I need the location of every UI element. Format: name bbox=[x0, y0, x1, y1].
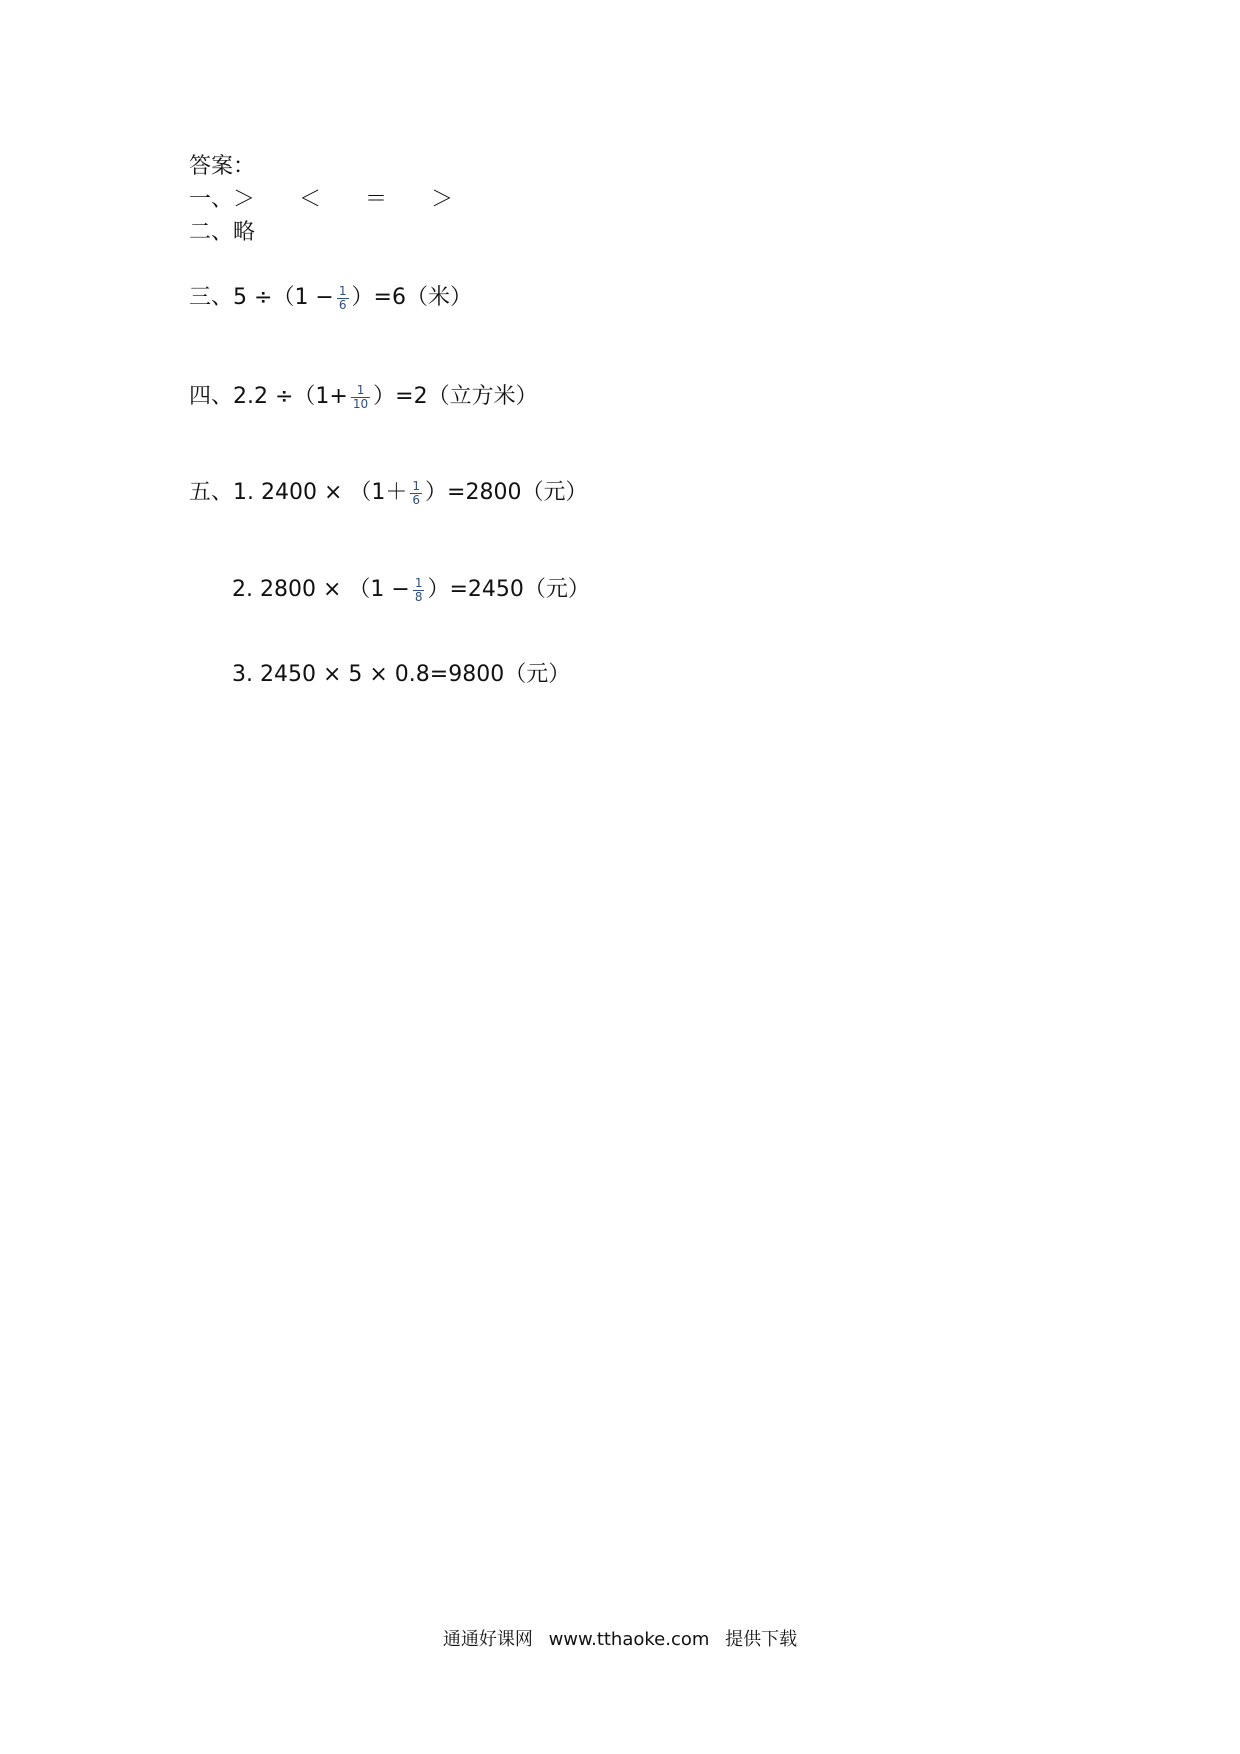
q2-prefix: 二、 bbox=[189, 220, 234, 245]
q1-prefix: 一、 bbox=[189, 187, 234, 212]
q2-text: 略 bbox=[233, 220, 256, 245]
q5-line2-frac-den: 8 bbox=[414, 589, 423, 604]
q5-line1-fraction bbox=[410, 480, 422, 507]
q3-after: ）=6（米） bbox=[351, 285, 472, 310]
q4-before: 2.2 ÷（1+ bbox=[233, 384, 348, 409]
q3-before: 5 ÷（1 − bbox=[233, 285, 334, 310]
answer-q4 bbox=[189, 382, 538, 412]
q5-line3-text: 3. 2450 × 5 × 0.8=9800（元） bbox=[232, 662, 571, 687]
q1-symbol-4: ＞ bbox=[431, 187, 454, 212]
q4-after: ）=2（立方米） bbox=[373, 384, 538, 409]
answer-q5-line3 bbox=[232, 660, 570, 690]
q1-symbol-1: ＞ bbox=[233, 187, 256, 212]
q5-line2-before: 2. 2800 × （1 − bbox=[232, 577, 410, 602]
footer-suffix: 提供下载 bbox=[725, 1629, 798, 1650]
heading-text: 答案： bbox=[189, 154, 256, 179]
footer-url[interactable]: www.tthaoke.com bbox=[548, 1629, 710, 1650]
q5-line1-after: ）=2800（元） bbox=[425, 480, 588, 505]
q1-symbol-3: ＝ bbox=[365, 187, 388, 212]
q4-prefix: 四、 bbox=[189, 384, 234, 409]
answer-heading bbox=[189, 152, 255, 182]
q5-line2-frac-num: 1 bbox=[414, 575, 423, 590]
q1-symbol-2: ＜ bbox=[299, 187, 322, 212]
q5-line1-frac-num: 1 bbox=[412, 478, 421, 493]
answer-q5-line1 bbox=[189, 478, 587, 508]
answer-q5-line2 bbox=[232, 575, 590, 605]
q4-fraction bbox=[351, 384, 370, 411]
page-footer bbox=[0, 1628, 1240, 1652]
answer-q3 bbox=[189, 283, 472, 313]
q5-line1-before: 1. 2400 × （1＋ bbox=[233, 480, 408, 505]
q3-prefix: 三、 bbox=[189, 285, 234, 310]
q5-prefix: 五、 bbox=[189, 480, 234, 505]
q3-fraction bbox=[337, 285, 349, 312]
q4-frac-den: 10 bbox=[352, 396, 369, 411]
q5-line2-fraction bbox=[413, 577, 425, 604]
q3-frac-num: 1 bbox=[338, 283, 347, 298]
answer-q2 bbox=[189, 218, 255, 248]
footer-site-name: 通通好课网 bbox=[442, 1629, 533, 1650]
q4-frac-num: 1 bbox=[356, 382, 365, 397]
q5-line1-frac-den: 6 bbox=[412, 492, 421, 507]
q5-line2-after: ）=2450（元） bbox=[427, 577, 590, 602]
answer-q1 bbox=[189, 185, 453, 215]
q3-frac-den: 6 bbox=[338, 297, 347, 312]
